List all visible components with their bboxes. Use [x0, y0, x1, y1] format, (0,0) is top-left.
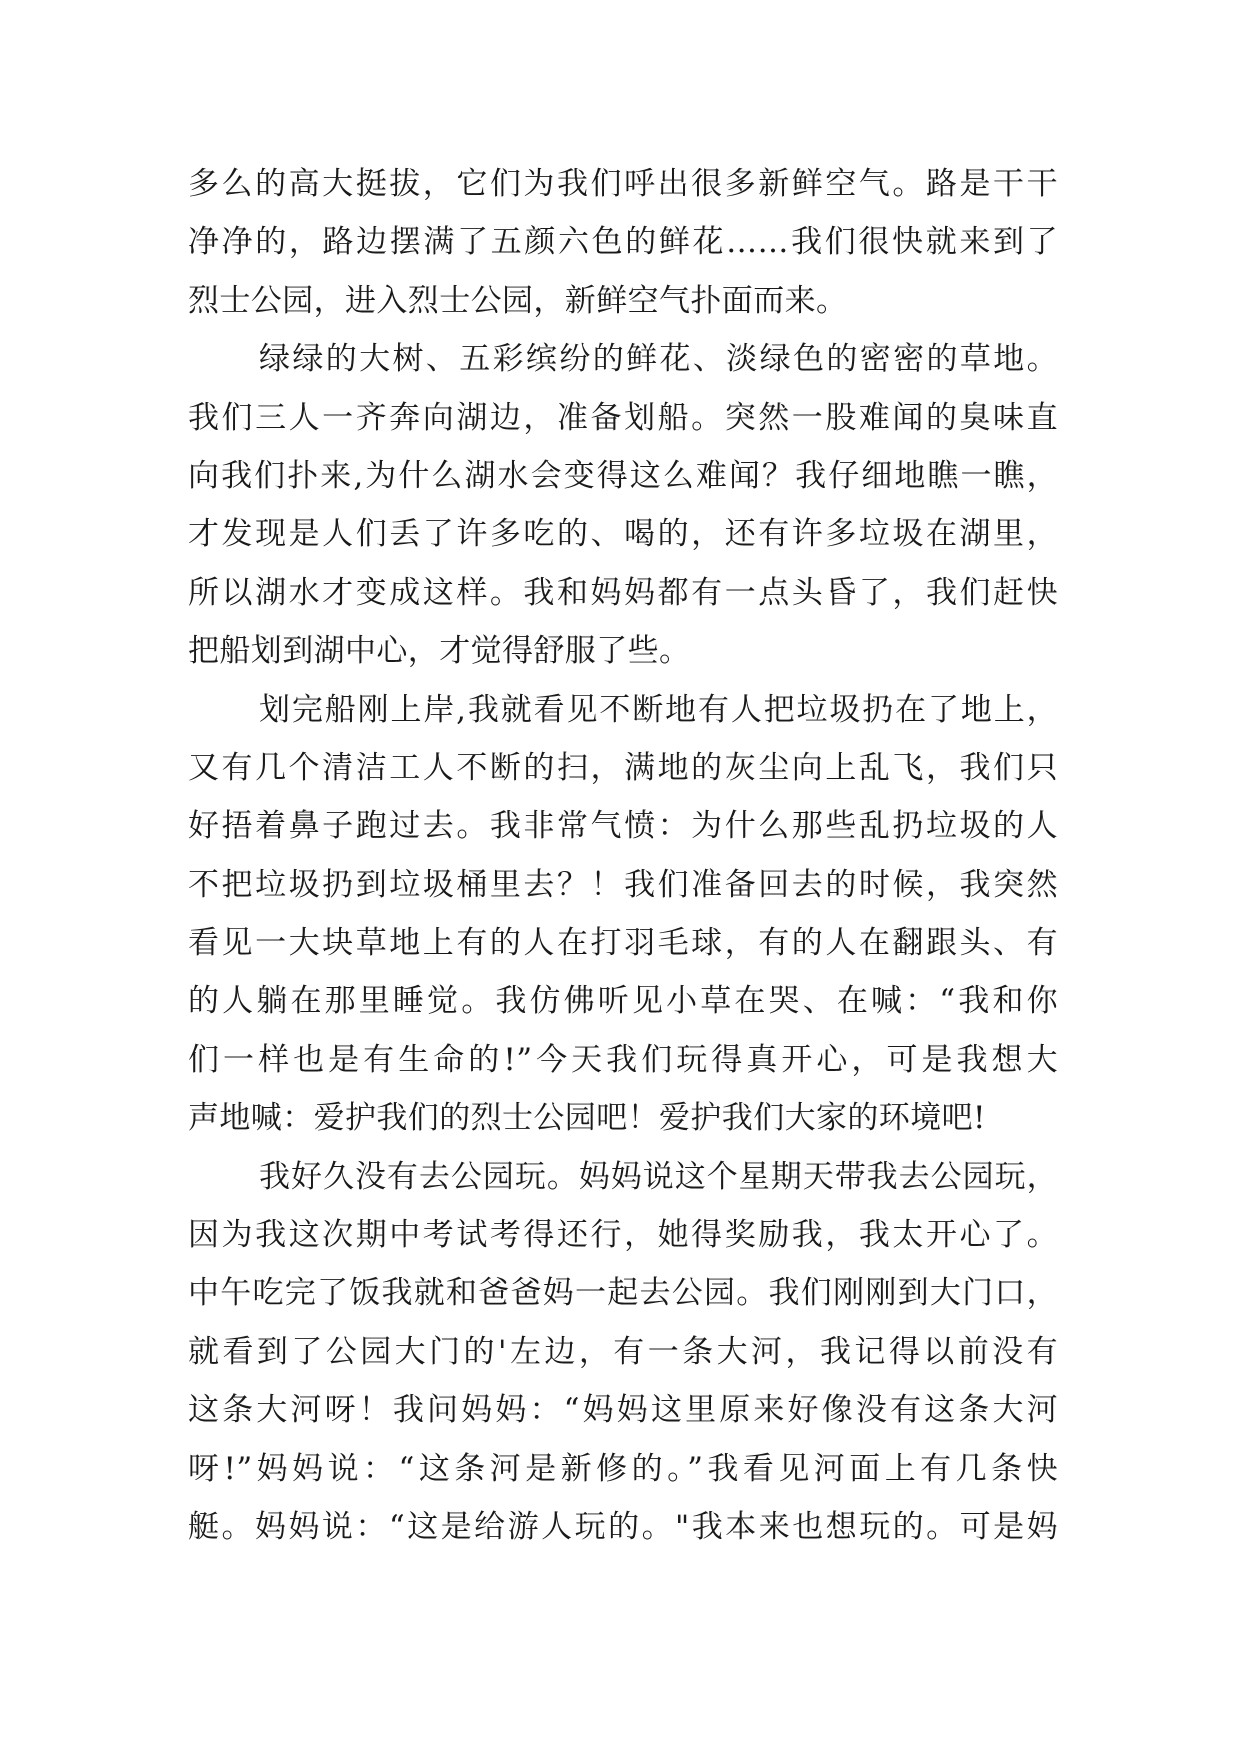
text-line: 看见一大块草地上有的人在打羽毛球，有的人在翻跟头、有 [188, 925, 1058, 962]
text-line: 净净的，路边摆满了五颜六色的鲜花……我们很快就来到了 [188, 224, 1058, 261]
text-line: 绿绿的大树、五彩缤纷的鲜花、淡绿色的密密的草地。 [259, 341, 1058, 378]
text-line: 因为我这次期中考试考得还行，她得奖励我，我太开心了。 [188, 1217, 1058, 1254]
text-line: 我们三人一齐奔向湖边，准备划船。突然一股难闻的臭味直 [188, 399, 1058, 436]
text-line: 就看到了公园大门的'左边，有一条大河，我记得以前没有 [188, 1333, 1058, 1370]
text-line: 向我们扑来,为什么湖水会变得这么难闻？我仔细地瞧一瞧， [188, 457, 1058, 494]
text-line: 把船划到湖中心，才觉得舒服了些。 [188, 633, 691, 670]
text-line: 才发现是人们丢了许多吃的、喝的，还有许多垃圾在湖里， [188, 516, 1058, 553]
text-line: 不把垃圾扔到垃圾桶里去？！我们准备回去的时候，我突然 [188, 866, 1058, 903]
body-text [188, 155, 1058, 1556]
text-line: 好捂着鼻子跑过去。我非常气愤：为什么那些乱扔垃圾的人 [188, 808, 1058, 845]
text-line: 我好久没有去公园玩。妈妈说这个星期天带我去公园玩， [259, 1158, 1058, 1195]
text-line: 艇。妈妈说：“这是给游人玩的。"我本来也想玩的。可是妈 [188, 1508, 1058, 1545]
text-line: 烈士公园，进入烈士公园，新鲜空气扑面而来。 [188, 282, 848, 319]
text-line: 呀!”妈妈说：“这条河是新修的。”我看见河面上有几条快 [188, 1450, 1058, 1487]
text-line: 多么的高大挺拔，它们为我们呼出很多新鲜空气。路是干干 [188, 166, 1058, 202]
text-line: 又有几个清洁工人不断的扫，满地的灰尘向上乱飞，我们只 [188, 749, 1058, 786]
text-line: 这条大河呀！我问妈妈：“妈妈这里原来好像没有这条大河 [188, 1392, 1058, 1429]
text-line: 们一样也是有生命的!”今天我们玩得真开心，可是我想大 [188, 1041, 1058, 1078]
text-line: 所以湖水才变成这样。我和妈妈都有一点头昏了，我们赶快 [188, 574, 1058, 611]
text-line: 的人躺在那里睡觉。我仿佛听见小草在哭、在喊：“我和你 [188, 983, 1058, 1020]
text-line: 声地喊：爱护我们的烈士公园吧！爱护我们大家的环境吧! [188, 1100, 986, 1137]
text-line: 划完船刚上岸,我就看见不断地有人把垃圾扔在了地上， [259, 691, 1058, 728]
text-line: 中午吃完了饭我就和爸爸妈一起去公园。我们刚刚到大门口， [188, 1275, 1058, 1312]
